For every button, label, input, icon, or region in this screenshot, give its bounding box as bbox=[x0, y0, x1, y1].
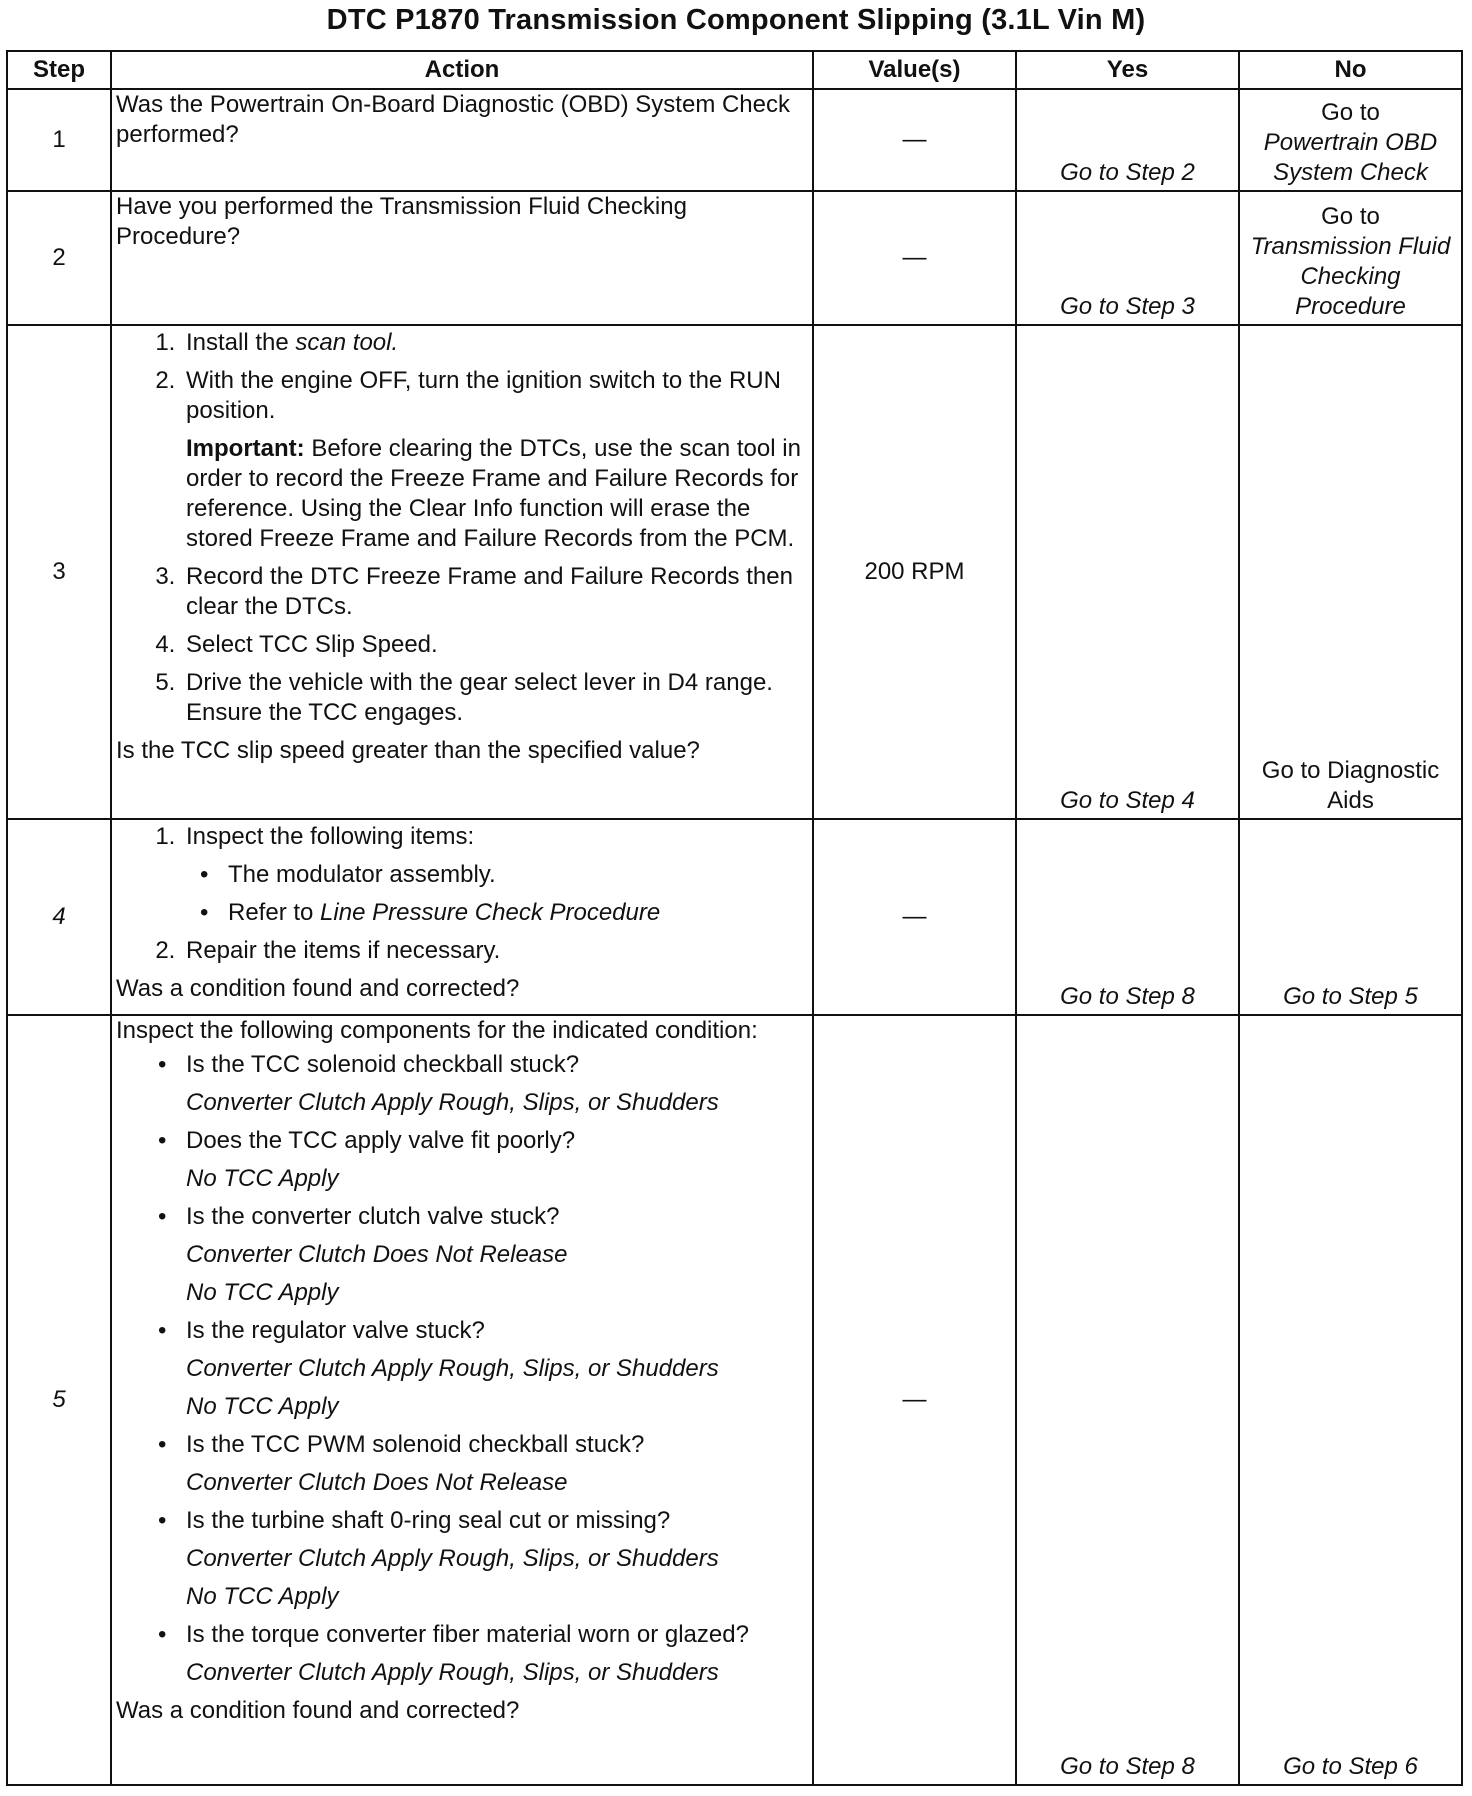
action-cell: Have you performed the Transmission Fluid Checking Procedure? bbox=[111, 191, 813, 325]
list-item: 5. Drive the vehicle with the gear select lever in D4 range. Ensure the TCC engages. bbox=[182, 668, 808, 728]
action-cell: Was the Powertrain On-Board Diagnostic (OBD) System Check performed? bbox=[111, 89, 813, 191]
important-note: Important: Before clearing the DTCs, use the scan tool in order to record the Freeze Frame and Failure Records for reference. Using the Clear Info function will erase the stored Freeze Frame and Failure Records from the PCM. bbox=[186, 435, 801, 552]
no-cell: Go to Step 5 bbox=[1239, 819, 1462, 1015]
no-link: Transmission Fluid Checking Procedure bbox=[1250, 233, 1451, 320]
yes-cell: Go to Step 8 bbox=[1016, 1015, 1239, 1785]
list-item: • Is the torque converter fiber material worn or glazed? Converter Clutch Apply Rough, Slips, or Shudders bbox=[186, 1620, 808, 1688]
list-item: 1. Install the scan tool. bbox=[182, 328, 808, 358]
page-title: DTC P1870 Transmission Component Slipping (3.1L Vin M) bbox=[326, 4, 1146, 36]
action-cell bbox=[111, 1015, 813, 1785]
table-row bbox=[7, 325, 1462, 819]
intro-text: Inspect the following components for the indicated condition: bbox=[116, 1017, 758, 1044]
no-link: Powertrain OBD System Check bbox=[1263, 129, 1438, 186]
sub-list bbox=[186, 860, 808, 928]
no-cell: Go to Diagnostic Aids bbox=[1239, 325, 1462, 819]
no-prefix: Go to bbox=[1321, 203, 1380, 230]
question: Was a condition found and corrected? bbox=[116, 975, 520, 1002]
list-item: 2. Repair the items if necessary. bbox=[182, 936, 808, 966]
no-cell bbox=[1239, 89, 1462, 191]
action-cell bbox=[111, 325, 813, 819]
table-row bbox=[7, 1015, 1462, 1785]
header-action: Action bbox=[111, 51, 813, 89]
step-number: 2 bbox=[7, 191, 111, 325]
no-cell bbox=[1239, 191, 1462, 325]
list-item: • Does the TCC apply valve fit poorly? No TCC Apply bbox=[186, 1126, 808, 1194]
no-prefix: Go to bbox=[1321, 99, 1380, 126]
diagnostic-table bbox=[6, 50, 1463, 1786]
yes-cell: Go to Step 8 bbox=[1016, 819, 1239, 1015]
header-values: Value(s) bbox=[813, 51, 1016, 89]
step-number: 3 bbox=[7, 325, 111, 819]
table-header-row bbox=[7, 51, 1462, 89]
list-item: • Is the TCC PWM solenoid checkball stuck? Converter Clutch Does Not Release bbox=[186, 1430, 808, 1498]
list-item: • Is the regulator valve stuck? Converter Clutch Apply Rough, Slips, or Shudders No TCC Apply bbox=[186, 1316, 808, 1422]
list-item: • Is the TCC solenoid checkball stuck? Converter Clutch Apply Rough, Slips, or Shudders bbox=[186, 1050, 808, 1118]
list-item: 1. Inspect the following items: • The modulator assembly. • Refer to Line Pressure Check Procedure bbox=[182, 822, 808, 928]
question: Was a condition found and corrected? bbox=[116, 1697, 520, 1724]
header-no: No bbox=[1239, 51, 1462, 89]
step-number: 5 bbox=[7, 1015, 111, 1785]
step-number: 4 bbox=[7, 819, 111, 1015]
table-row bbox=[7, 191, 1462, 325]
no-cell: Go to Step 6 bbox=[1239, 1015, 1462, 1785]
sub-item: • The modulator assembly. bbox=[228, 860, 808, 890]
value-cell: — bbox=[813, 1015, 1016, 1785]
table-row bbox=[7, 89, 1462, 191]
value-cell: — bbox=[813, 191, 1016, 325]
header-step: Step bbox=[7, 51, 111, 89]
yes-cell: Go to Step 3 bbox=[1016, 191, 1239, 325]
table-row bbox=[7, 819, 1462, 1015]
question: Is the TCC slip speed greater than the specified value? bbox=[116, 737, 700, 764]
sub-item: • Refer to Line Pressure Check Procedure bbox=[228, 898, 808, 928]
component-list bbox=[116, 1050, 808, 1688]
list-item: 3. Record the DTC Freeze Frame and Failure Records then clear the DTCs. bbox=[182, 562, 808, 622]
step-number: 1 bbox=[7, 89, 111, 191]
value-cell: 200 RPM bbox=[813, 325, 1016, 819]
list-item: 4. Select TCC Slip Speed. bbox=[182, 630, 808, 660]
yes-cell: Go to Step 4 bbox=[1016, 325, 1239, 819]
yes-cell: Go to Step 2 bbox=[1016, 89, 1239, 191]
action-cell bbox=[111, 819, 813, 1015]
value-cell: — bbox=[813, 89, 1016, 191]
value-cell: — bbox=[813, 819, 1016, 1015]
action-list bbox=[116, 328, 808, 728]
list-item: • Is the turbine shaft 0-ring seal cut or missing? Converter Clutch Apply Rough, Slips, or Shudders No TCC Apply bbox=[186, 1506, 808, 1612]
list-item: • Is the converter clutch valve stuck? Converter Clutch Does Not Release No TCC Apply bbox=[186, 1202, 808, 1308]
action-list bbox=[116, 822, 808, 966]
list-item: 2. With the engine OFF, turn the ignition switch to the RUN position. Important: Before clearing the DTCs, use the scan tool in order to record the Freeze Frame and Failure Records for reference. Using the Clear Info function will erase the stored Freeze Frame and Failure Records from the PCM. bbox=[182, 366, 808, 554]
header-yes: Yes bbox=[1016, 51, 1239, 89]
